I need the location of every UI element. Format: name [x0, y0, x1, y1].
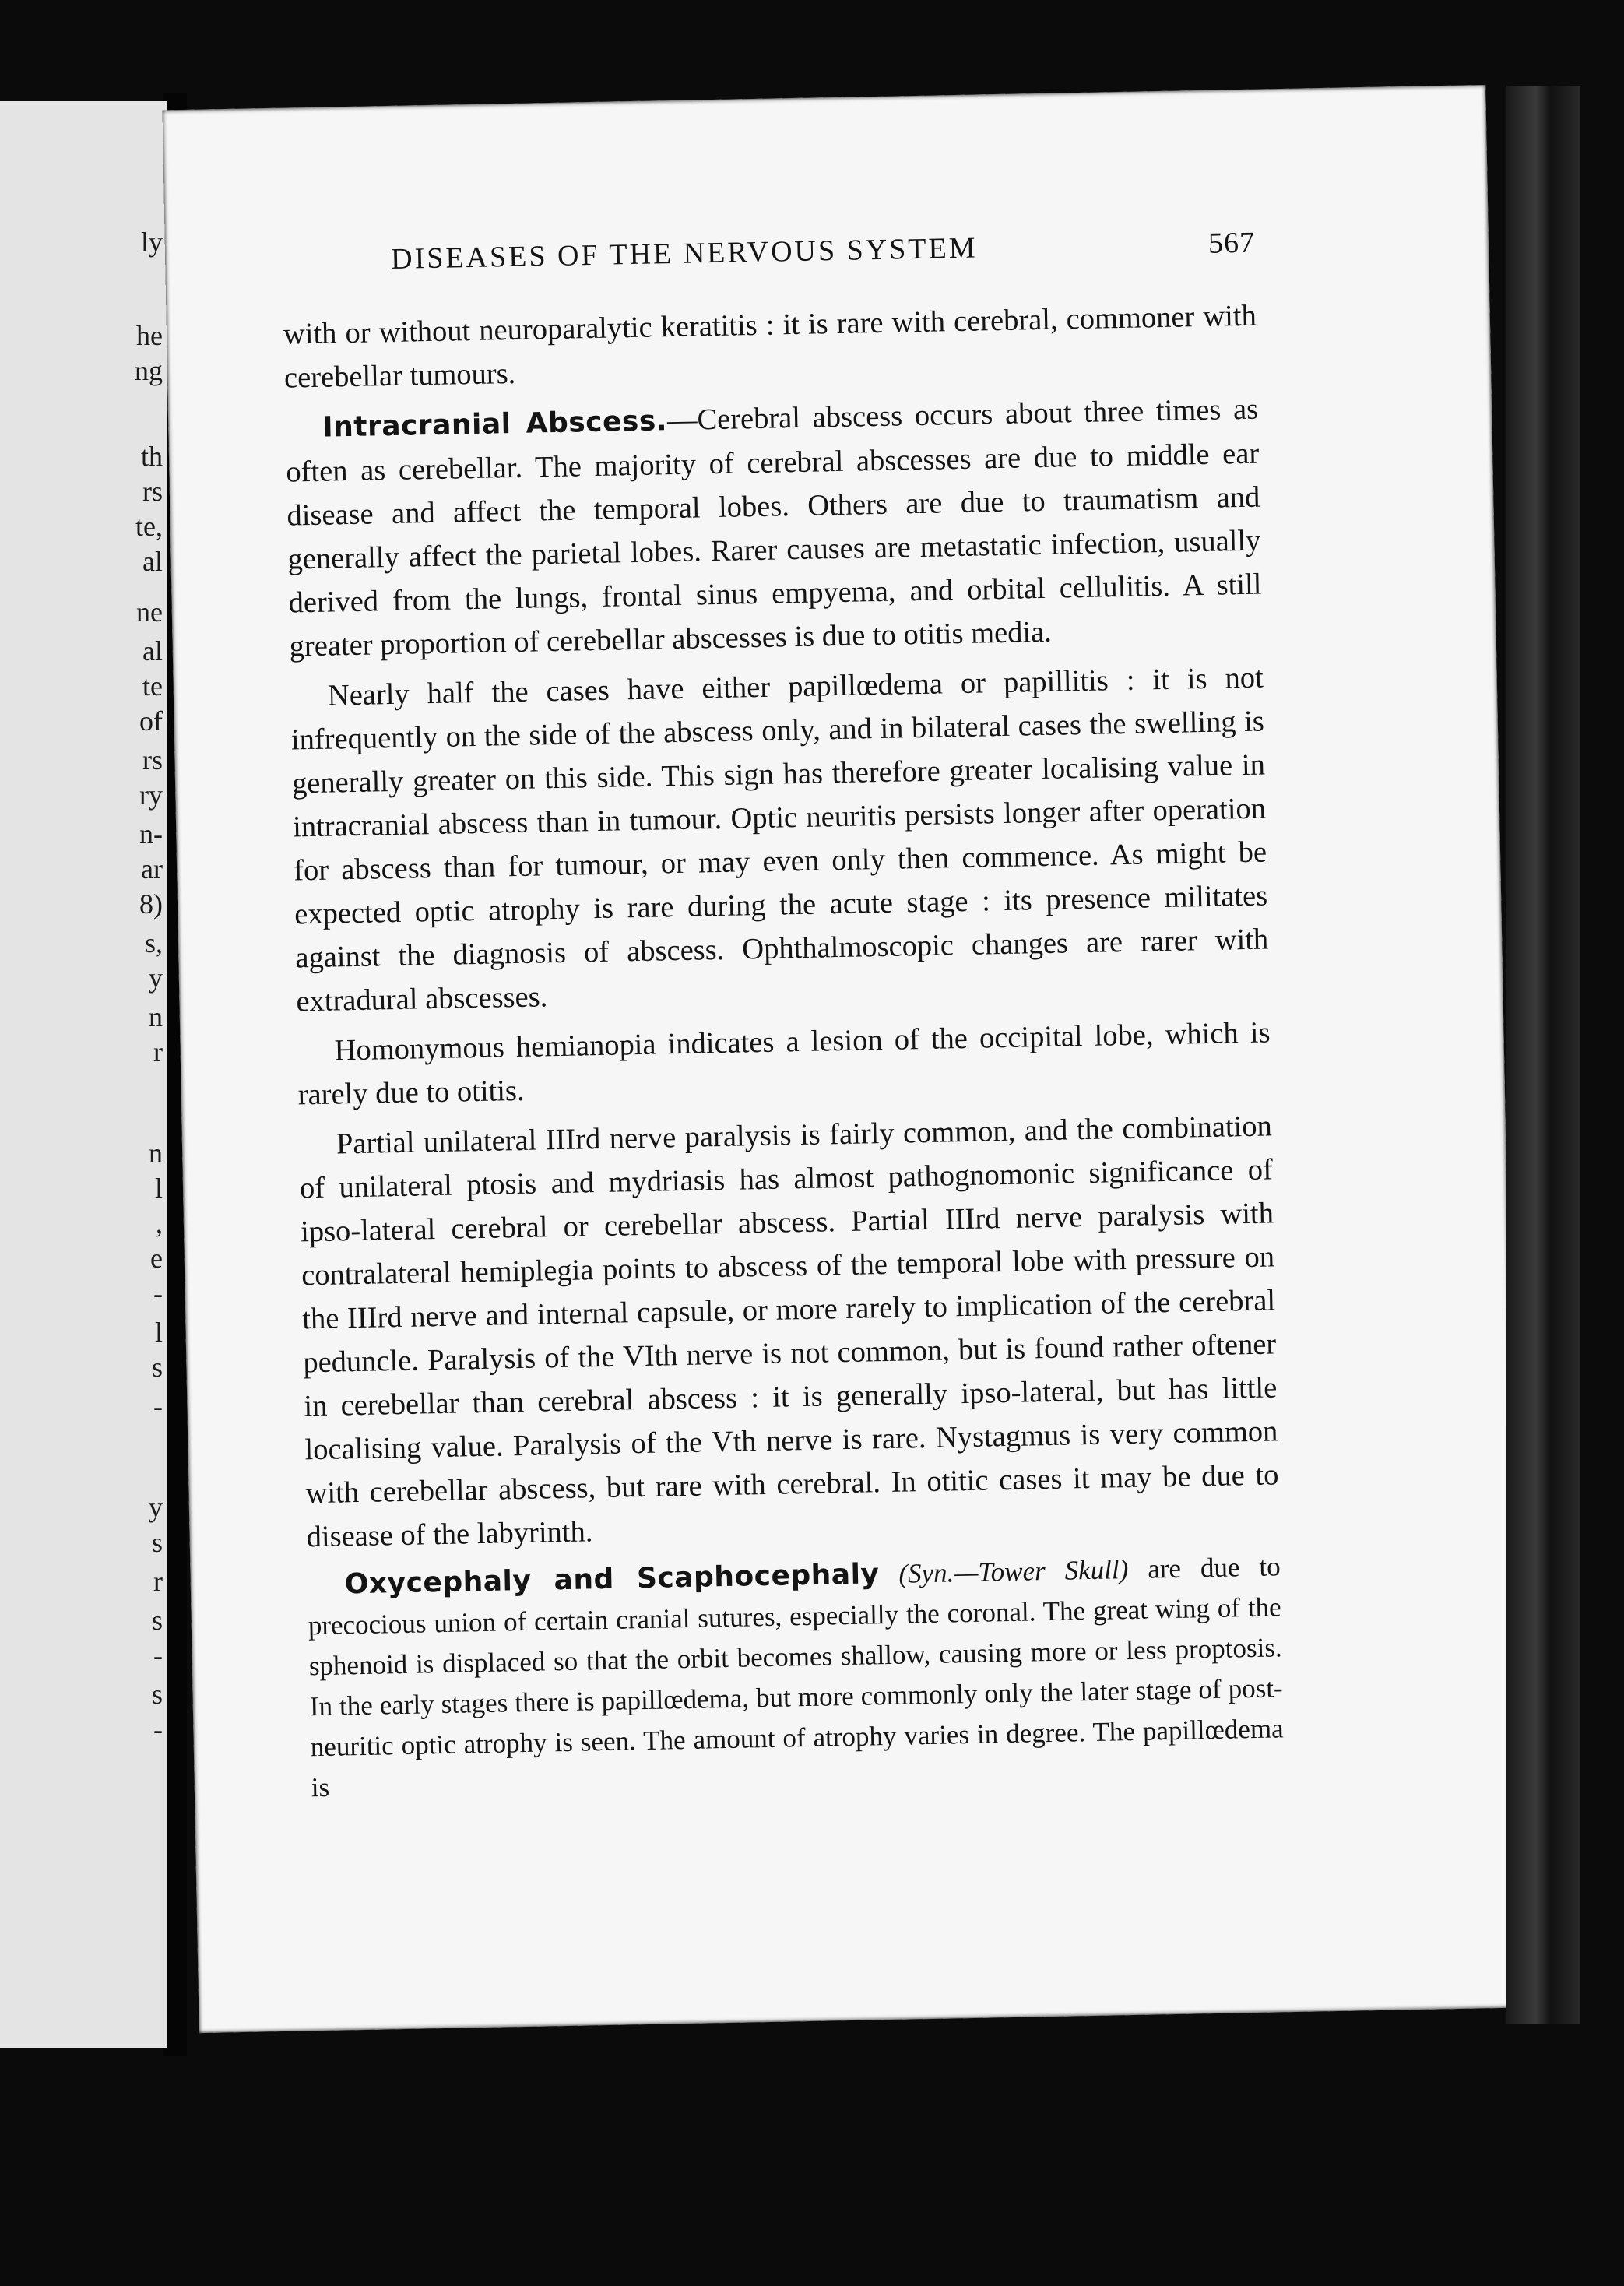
left-page-fragment: ry [139, 779, 163, 811]
paragraph-continuation [283, 294, 1257, 400]
left-page-fragment: s [151, 1605, 163, 1636]
paragraph-text: Nearly half the cases have either papillœdema or papillitis : it is not infrequently on the side of the abscess only, and in bilateral cases the swelling is generally greater on this side. This sign has therefore greater localising value in intracranial abscess than in tumour. Optic neuritis persists longer after operation for abscess than for tumour, or may even only then commence. As might be expected optic atrophy is rare during the acute stage : its presence militates against the diagnosis of abscess. Ophthalmoscopic changes are rarer with extradural abscesses. [290, 661, 1269, 1018]
left-page-fragment: l [154, 1173, 163, 1204]
book-page [162, 85, 1522, 2033]
paragraph-papilloedema [290, 656, 1269, 1024]
left-page-fragment: s [151, 1352, 163, 1383]
left-page-fragment: al [142, 546, 163, 577]
left-facing-page [0, 101, 167, 2048]
paragraph-text: —Cerebral abscess occurs about three times as often as cerebellar. The majority of cerebral abscesses are due to middle ear disease and affect the temporal lobes. Others are due to traumatism and generally affect the parietal lobes. Rarer causes are metastatic infection, usually derived from the lungs, frontal sinus empyema, and orbital cellulitis. A still greater proportion of cerebellar abscesses is due to otitis media. [286, 392, 1262, 663]
left-page-fragment: n [149, 1001, 163, 1032]
synonym-note: (Syn.—Tower Skull) [898, 1554, 1129, 1589]
left-page-fragment: te [142, 670, 163, 702]
left-page-fragment: s [151, 1527, 163, 1558]
running-head [282, 226, 1256, 291]
section-heading: Intracranial Abscess. [322, 405, 668, 444]
page-number: 567 [1207, 226, 1256, 260]
left-page-fragment: n [149, 1138, 163, 1169]
left-page-fragment: s, [144, 927, 163, 958]
left-page-fragment: l [154, 1317, 163, 1348]
left-page-fragment: - [153, 1278, 163, 1309]
left-page-fragment: y [149, 1492, 163, 1523]
left-page-fragment: th [140, 441, 163, 472]
left-page-fragment: rs [142, 744, 163, 775]
left-page-fragment: te, [135, 511, 163, 542]
left-page-fragment: ne [136, 596, 163, 628]
paragraph-intracranial-abscess [285, 388, 1263, 669]
left-page-fragment: ly [140, 227, 163, 258]
paragraph-text: with or without neuroparalytic keratitis : it is rare with cerebral, commoner with cerebellar tumours. [283, 299, 1257, 395]
left-page-fragment: e [150, 1243, 163, 1274]
left-page-fragment: - [153, 1640, 163, 1671]
left-page-fragment: 8) [139, 888, 163, 920]
paragraph-nerve-paralysis [298, 1104, 1280, 1559]
left-page-fragment: r [153, 1036, 163, 1067]
left-page-fragment: ar [141, 853, 163, 885]
body-text [283, 294, 1285, 1809]
left-page-fragment: - [153, 1391, 163, 1422]
paragraph-oxycephaly [307, 1546, 1285, 1808]
paragraph-text: Partial unilateral IIIrd nerve paralysis is fairly common, and the combination of unilateral ptosis and mydriasis has almost pathognomonic significance of ipso-lateral cerebral or cerebellar abscess. Partial IIIrd nerve paralysis with contralateral hemiplegia points to abscess of the temporal lobe with pressure on the IIIrd nerve and internal capsule, or more rarely to implication of the cerebral peduncle. Paralysis of the VIth nerve is not common, but is found rather oftener in cerebellar than cerebral abscess : it is generally ipso-lateral, but has little localising value. Paralysis of the Vth nerve is rare. Nystagmus is very common with cerebellar abscess, but rare with cerebral. In otitic cases it may be due to disease of the labyrinth. [299, 1110, 1279, 1554]
left-page-fragment: ng [135, 355, 163, 386]
running-head-title: DISEASES OF THE NERVOUS SYSTEM [390, 231, 978, 276]
left-page-fragment: r [153, 1566, 163, 1597]
left-page-fragment: of [139, 705, 163, 737]
left-page-fragment: y [149, 962, 163, 994]
left-page-fragment: he [136, 320, 163, 351]
paragraph-text: are due to precocious union of certain cranial sutures, especially the coronal. The great wing of the sphenoid is displaced so that the orbit becomes shallow, causing more or less proptosis. In the early stages there is papillœdema, but more commonly only the later stage of post-neuritic optic atrophy is seen. The amount of atrophy varies in degree. The papillœdema is [308, 1551, 1284, 1803]
left-page-fragment: al [142, 635, 163, 666]
left-page-fragment: , [156, 1208, 163, 1239]
section-heading: Oxycephaly and Scaphocephaly [344, 1558, 880, 1601]
book-spine-edge [1506, 86, 1580, 2024]
left-page-fragment: s [151, 1679, 163, 1710]
left-page-fragment: n- [139, 818, 163, 849]
left-page-fragment: rs [142, 476, 163, 507]
paragraph-hemianopia [297, 1011, 1271, 1117]
left-page-fragment: - [153, 1714, 163, 1745]
page-content [282, 226, 1285, 1815]
paragraph-text: Homonymous hemianopia indicates a lesion of the occipital lobe, which is rarely due to otitis. [297, 1016, 1271, 1112]
